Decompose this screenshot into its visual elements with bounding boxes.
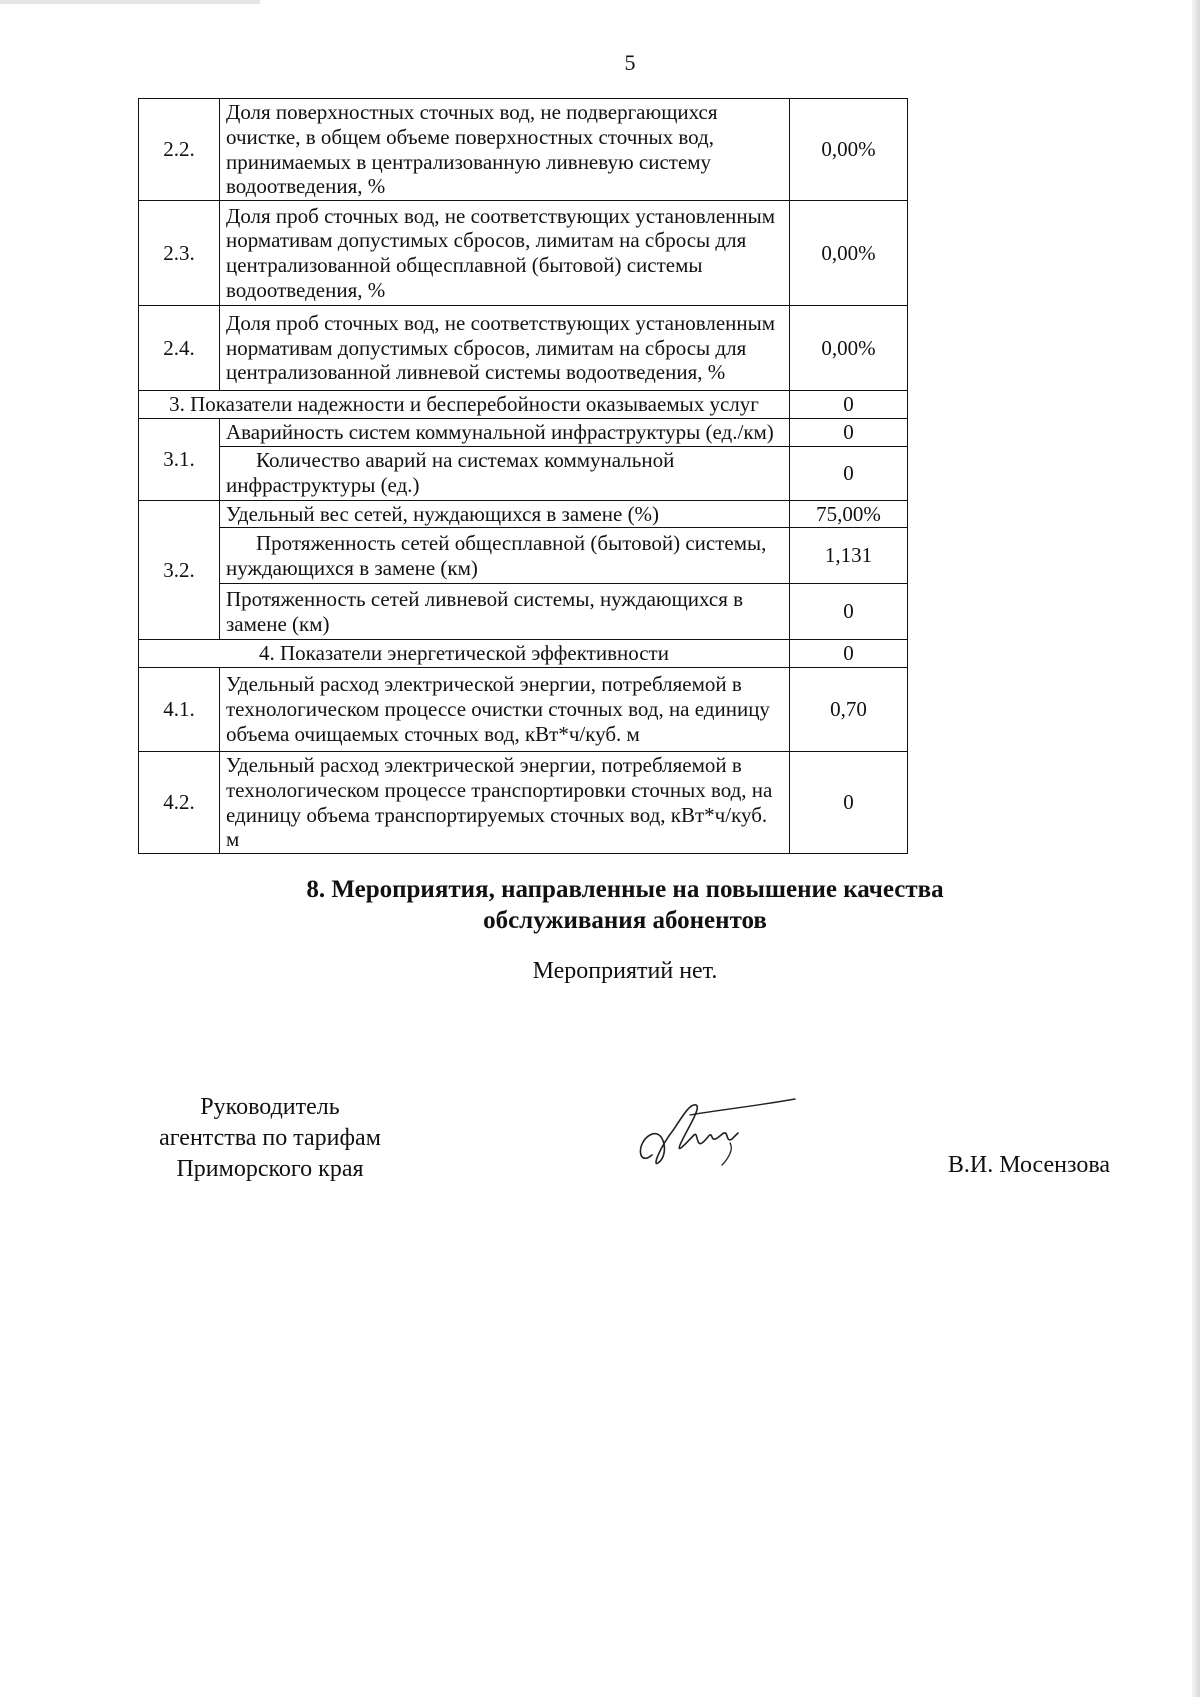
row-description: Протяженность сетей ливневой системы, нуждающихся в замене (км) xyxy=(220,584,790,640)
signer-position xyxy=(110,1092,430,1186)
signer-position-line: агентства по тарифам xyxy=(159,1125,381,1152)
row-value: 0 xyxy=(790,418,908,446)
row-description: Количество аварий на системах коммунальной инфраструктуры (ед.) xyxy=(220,446,790,500)
row-value: 0 xyxy=(790,391,908,419)
signer-position-line: Руководитель xyxy=(200,1094,340,1120)
table-row xyxy=(139,418,908,446)
row-description: Протяженность сетей общесплавной (бытовой) системы, нуждающихся в замене (км) xyxy=(220,528,790,584)
page-number: 5 xyxy=(624,50,636,75)
row-description: Удельный расход электрической энергии, потребляемой в технологическом процессе транспортировки сточных вод, на единицу объема транспортируемых сточных вод, кВт*ч/куб. м xyxy=(220,752,790,854)
table-section-row xyxy=(139,391,908,419)
row-value: 75,00% xyxy=(790,500,908,528)
row-description: Удельный расход электрической энергии, потребляемой в технологическом процессе очистки сточных вод, на единицу объема очищаемых сточных вод, кВт*ч/куб. м xyxy=(220,668,790,752)
table-row xyxy=(139,201,908,306)
table-row xyxy=(139,528,908,584)
signer-position-line: Приморского края xyxy=(176,1156,364,1183)
row-description: Доля поверхностных сточных вод, не подвергающихся очистке, в общем объеме поверхностных сточных вод, принимаемых в централизованную ливневую систему водоотведения, % xyxy=(220,99,790,201)
table-row xyxy=(139,446,908,500)
scan-edge xyxy=(1192,0,1200,1697)
row-value: 0,00% xyxy=(790,201,908,306)
row-number: 2.3. xyxy=(139,201,220,306)
row-number: 4.2. xyxy=(139,752,220,854)
row-value: 0,70 xyxy=(790,668,908,752)
table-row xyxy=(139,584,908,640)
table-row xyxy=(139,668,908,752)
section-text: Мероприятий нет. xyxy=(532,958,718,984)
row-value: 0,00% xyxy=(790,99,908,201)
section-title: 4. Показатели энергетической эффективности xyxy=(139,640,790,668)
row-number: 4.1. xyxy=(139,668,220,752)
table-row xyxy=(139,500,908,528)
row-number: 3.1. xyxy=(139,418,220,500)
row-number: 2.2. xyxy=(139,99,220,201)
row-value: 0,00% xyxy=(790,306,908,391)
row-value: 1,131 xyxy=(790,528,908,584)
row-number: 3.2. xyxy=(139,500,220,640)
scan-artifact xyxy=(0,0,260,4)
section-title: 3. Показатели надежности и бесперебойности оказываемых услуг xyxy=(139,391,790,419)
handwritten-signature xyxy=(630,1085,800,1175)
table-section-row xyxy=(139,640,908,668)
row-value: 0 xyxy=(790,584,908,640)
indicators-table xyxy=(138,98,908,854)
row-value: 0 xyxy=(790,640,908,668)
row-number: 2.4. xyxy=(139,306,220,391)
signer-name: В.И. Мосензова xyxy=(947,1152,1110,1178)
row-description: Доля проб сточных вод, не соответствующих установленным нормативам допустимых сбросов, лимитам на сбросы для централизованной общесплавной (бытовой) системы водоотведения, % xyxy=(220,201,790,306)
row-description: Удельный вес сетей, нуждающихся в замене (%) xyxy=(220,500,790,528)
table-row xyxy=(139,752,908,854)
row-description: Аварийность систем коммунальной инфраструктуры (ед./км) xyxy=(220,418,790,446)
row-value: 0 xyxy=(790,752,908,854)
row-value: 0 xyxy=(790,446,908,500)
table-row xyxy=(139,99,908,201)
table-row xyxy=(139,306,908,391)
section-heading: 8. Мероприятия, направленные на повышение качества обслуживания абонентов xyxy=(306,876,944,934)
row-description: Доля проб сточных вод, не соответствующих установленным нормативам допустимых сбросов, лимитам на сбросы для централизованной ливневой системы водоотведения, % xyxy=(220,306,790,391)
